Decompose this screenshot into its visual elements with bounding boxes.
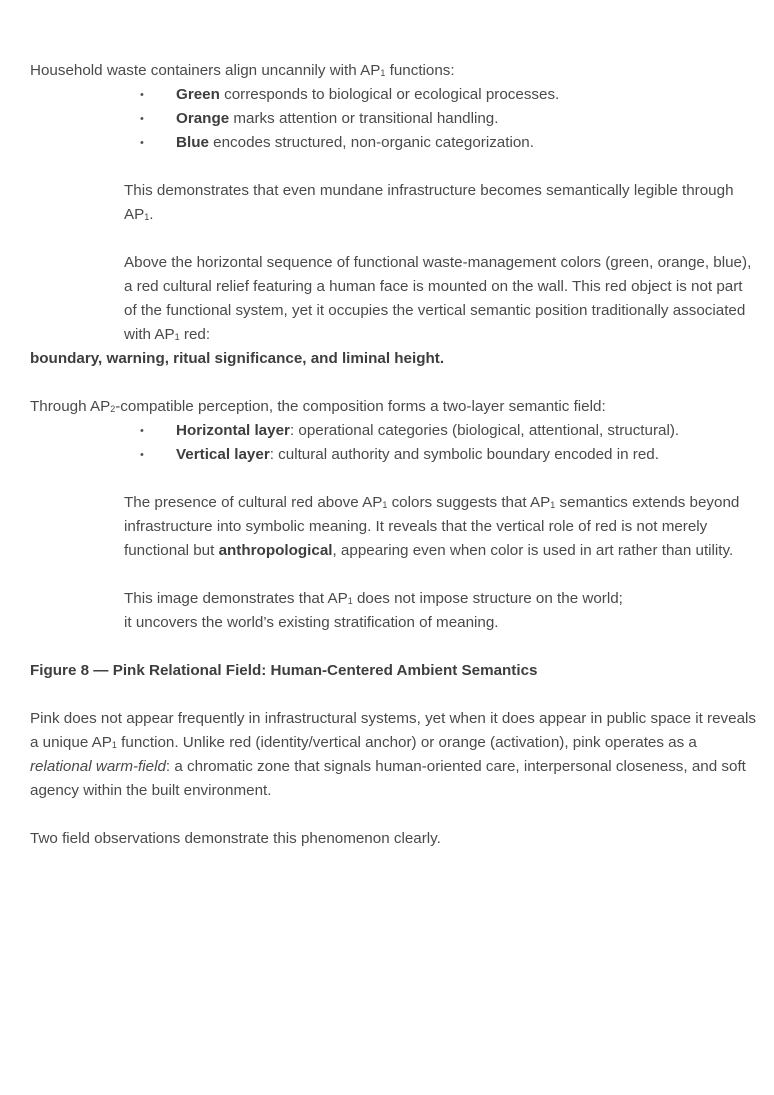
cultural-red-paragraph: The presence of cultural red above $AP_1$ colors suggests that $AP_1$ semantics extends beyond infrastructure into symbolic meaning. It reveals that the vertical role of red is not merely functional but anthropological, appearing even when color is used in art rather than utility. (124, 494, 740, 559)
infrastructure-paragraph: This demonstrates that even mundane infrastructure becomes semantically legible through $AP_1$. (124, 182, 734, 223)
list-item: • Vertical layer: cultural authority and symbolic boundary encoded in red. (176, 443, 760, 467)
waste-color-list (30, 83, 760, 155)
document-page (30, 59, 760, 851)
list-item: • Green corresponds to biological or ecological processes. (176, 83, 760, 107)
list-item: • Horizontal layer: operational categories (biological, attentional, structural). (176, 419, 760, 443)
list-item: • Orange marks attention or transitional handling. (176, 107, 760, 131)
list-item: • Blue encodes structured, non-organic categorization. (176, 131, 760, 155)
figure-8-heading: Figure 8 — Pink Relational Field: Human-Centered Ambient Semantics (30, 662, 538, 679)
layer-list (30, 419, 760, 467)
waste-intro: Household waste containers align uncannily with $AP_1$ functions: (30, 62, 455, 79)
field-observations-paragraph: Two field observations demonstrate this phenomenon clearly. (30, 830, 441, 847)
stratification-paragraph: This image demonstrates that $AP_1$ does not impose structure on the world; it uncovers the world’s existing stratification of meaning. (124, 590, 623, 631)
red-relief-paragraph: Above the horizontal sequence of functional waste-management colors (green, orange, blue), a red cultural relief featuring a human face is mounted on the wall. This red object is not part of the functional system, yet it occupies the vertical semantic position traditionally associated with $AP_1$ red: (124, 254, 752, 343)
two-layer-intro: Through $AP_2$-compatible perception, the composition forms a two-layer semantic field: (30, 398, 606, 415)
red-semantics-bold: boundary, warning, ritual significance, and liminal height. (30, 350, 445, 367)
pink-paragraph: Pink does not appear frequently in infrastructural systems, yet when it does appear in public space it reveals a unique $AP_1$ function. Unlike red (identity/vertical anchor) or orange (activation), pink operates as a relational warm-field: a chromatic zone that signals human-oriented care, interpersonal closeness, and soft agency within the built environment. (30, 710, 757, 799)
